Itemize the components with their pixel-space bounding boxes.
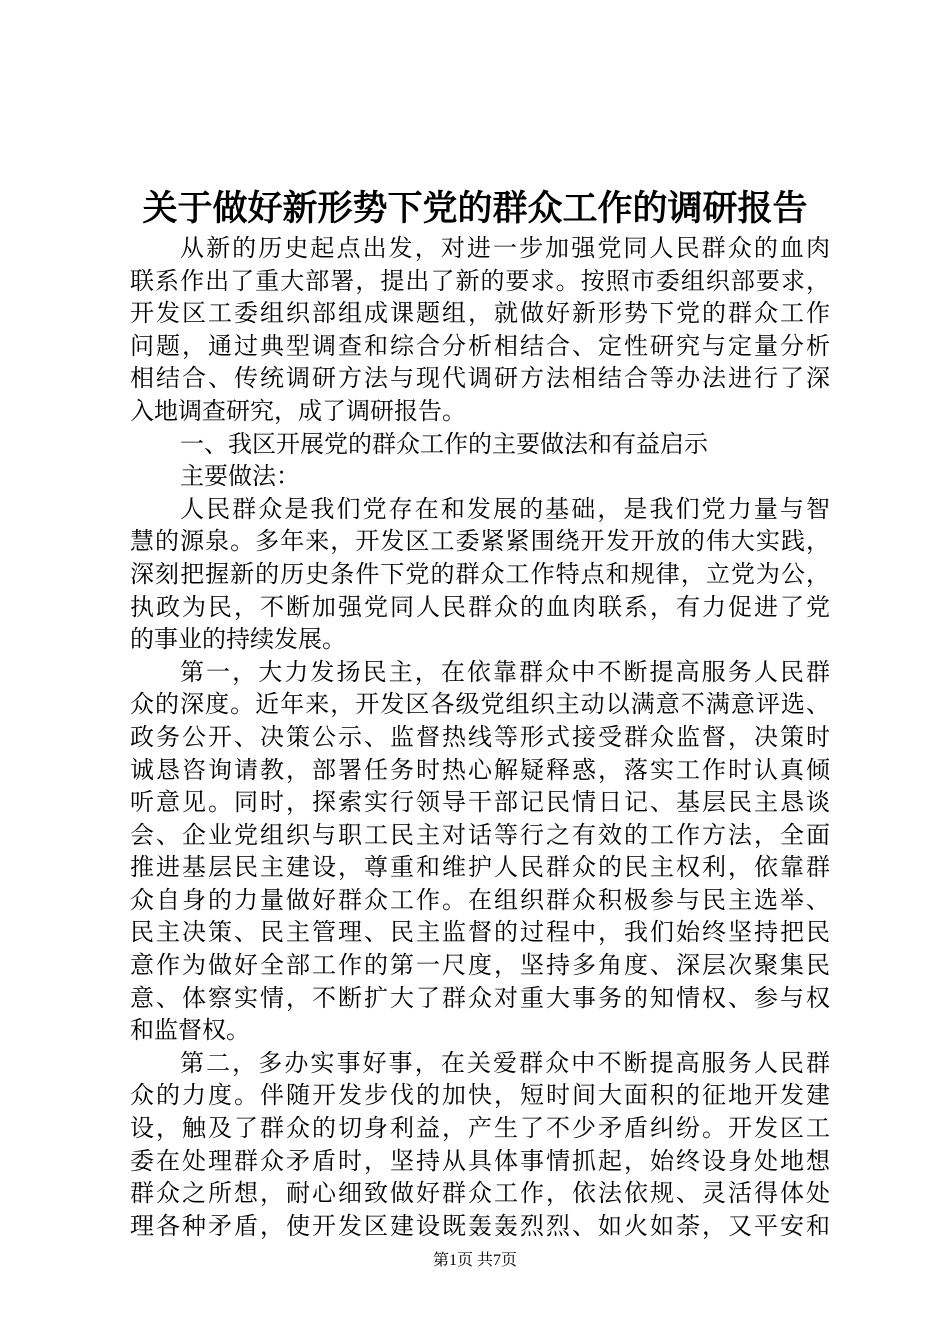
text-line: 听意见。同时，探索实行领导干部记民情日记、基层民主恳谈 <box>130 788 830 817</box>
text-line: 深刻把握新的历史条件下党的群众工作特点和规律，立党为公， <box>130 559 830 588</box>
text-line: 设，触及了群众的切身利益，产生了不少矛盾纠纷。开发区工 <box>130 1114 830 1143</box>
text-line: 和监督权。 <box>130 1016 250 1045</box>
text-line: 执政为民，不断加强党同人民群众的血肉联系，有力促进了党 <box>130 592 830 621</box>
document-body <box>130 232 830 1242</box>
text-line: 相结合、传统调研方法与现代调研方法相结合等办法进行了深 <box>130 364 830 393</box>
text-line: 从新的历史起点出发，对进一步加强党同人民群众的血肉 <box>180 234 830 262</box>
text-line: 人民群众是我们党存在和发展的基础，是我们党力量与智 <box>180 494 830 523</box>
text-line: 的事业的持续发展。 <box>130 625 346 654</box>
text-line: 众的力度。伴随开发步伐的加快，短时间大面积的征地开发建 <box>130 1081 830 1110</box>
text-line: 一、我区开展党的群众工作的主要做法和有益启示 <box>180 429 708 458</box>
page-footer: 第1页 共7页 <box>432 1252 517 1269</box>
text-line: 众自身的力量做好群众工作。在组织群众积极参与民主选举、 <box>130 885 830 914</box>
text-line: 入地调查研究，成了调研报告。 <box>130 396 466 425</box>
text-line: 联系作出了重大部署，提出了新的要求。按照市委组织部要求， <box>130 266 830 295</box>
text-line: 第一，大力发扬民主，在依靠群众中不断提高服务人民群 <box>180 657 830 686</box>
text-line: 意作为做好全部工作的第一尺度，坚持多角度、深层次聚集民 <box>130 951 830 980</box>
text-line: 诚恳咨询请教，部署任务时热心解疑释惑，落实工作时认真倾 <box>130 755 830 784</box>
text-line: 理各种矛盾，使开发区建设既轰轰烈烈、如火如荼，又平安和 <box>130 1211 830 1240</box>
text-line: 第二，多办实事好事，在关爱群众中不断提高服务人民群 <box>180 1048 830 1077</box>
text-line: 问题，通过典型调查和综合分析相结合、定性研究与定量分析 <box>130 331 830 360</box>
text-line: 意、体察实情，不断扩大了群众对重大事务的知情权、参与权 <box>130 983 830 1012</box>
text-line: 会、企业党组织与职工民主对话等行之有效的工作方法，全面 <box>130 820 830 849</box>
document-title: 关于做好新形势下党的群众工作的调研报告 <box>142 188 808 229</box>
text-line: 慧的源泉。多年来，开发区工委紧紧围绕开发开放的伟大实践， <box>130 527 830 556</box>
text-line: 民主决策、民主管理、民主监督的过程中，我们始终坚持把民 <box>130 918 830 947</box>
text-line: 群众之所想，耐心细致做好群众工作，依法依规、灵活得体处 <box>130 1179 830 1208</box>
text-line: 政务公开、决策公示、监督热线等形式接受群众监督，决策时 <box>130 722 830 751</box>
text-line: 开发区工委组织部组成课题组，就做好新形势下党的群众工作 <box>130 299 830 328</box>
text-line: 主要做法： <box>180 462 300 491</box>
text-line: 委在处理群众矛盾时，坚持从具体事情抓起，始终设身处地想 <box>130 1146 830 1175</box>
text-line: 众的深度。近年来，开发区各级党组织主动以满意不满意评选、 <box>130 690 830 719</box>
text-line: 推进基层民主建设，尊重和维护人民群众的民主权利，依靠群 <box>130 853 830 882</box>
